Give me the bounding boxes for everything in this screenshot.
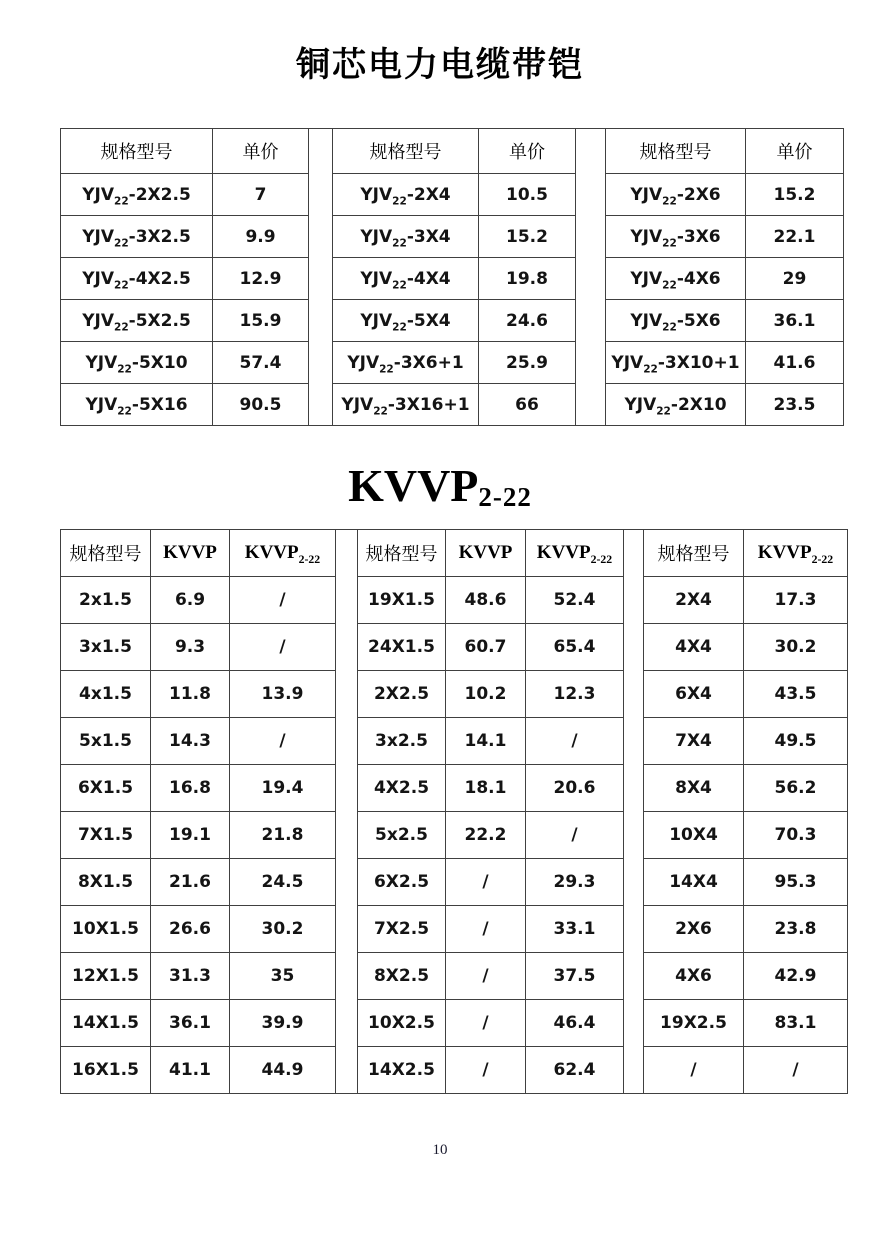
table-cell: 5x1.5 [61, 718, 151, 765]
table-cell: $YJV_{22}-3X2.5$ [61, 216, 213, 258]
table-cell: 60.7 [446, 624, 526, 671]
table-cell: 5x2.5 [358, 812, 446, 859]
table-cell: 7X4 [644, 718, 744, 765]
table-row [61, 1047, 848, 1094]
table-cell: 35 [230, 953, 336, 1000]
table-cell: 6X2.5 [358, 859, 446, 906]
table-cell: $YJV_{22}-5X2.5$ [61, 300, 213, 342]
table-cell: / [446, 906, 526, 953]
column-header: 单价 [746, 129, 844, 174]
table-cell: 11.8 [151, 671, 230, 718]
table-cell: / [526, 718, 624, 765]
armored-cable-price-table [60, 128, 844, 426]
table-cell: 19X1.5 [358, 577, 446, 624]
table-cell: 15.2 [479, 216, 576, 258]
table-row [61, 624, 848, 671]
table-cell: / [644, 1047, 744, 1094]
table-cell: 7 [213, 174, 309, 216]
table-cell: $YJV_{22}-4X6$ [606, 258, 746, 300]
table-cell: 83.1 [744, 1000, 848, 1047]
table-cell: 23.8 [744, 906, 848, 953]
table-row [61, 765, 848, 812]
table-cell: 24X1.5 [358, 624, 446, 671]
table-spacer [336, 530, 358, 1094]
table-cell: 2x1.5 [61, 577, 151, 624]
table-cell: 10X2.5 [358, 1000, 446, 1047]
table-cell: 9.3 [151, 624, 230, 671]
table-cell: $YJV_{22}-4X2.5$ [61, 258, 213, 300]
table-cell: $YJV_{22}-3X16+1$ [333, 384, 479, 426]
table-cell: 4X4 [644, 624, 744, 671]
table-cell: 31.3 [151, 953, 230, 1000]
table-cell: $YJV_{22}-2X6$ [606, 174, 746, 216]
table-cell: 4X6 [644, 953, 744, 1000]
table-cell: / [446, 1047, 526, 1094]
column-header: $KVVP_{2-22}$ [744, 530, 848, 577]
table-cell: 66 [479, 384, 576, 426]
table-cell: 18.1 [446, 765, 526, 812]
table-cell: 9.9 [213, 216, 309, 258]
table-cell: 10.2 [446, 671, 526, 718]
table-cell: / [230, 577, 336, 624]
table-spacer [309, 129, 333, 426]
table-row [61, 384, 844, 426]
table-cell: 12.3 [526, 671, 624, 718]
table-row [61, 859, 848, 906]
table-cell: 2X6 [644, 906, 744, 953]
table-cell: 44.9 [230, 1047, 336, 1094]
table-cell: 22.1 [746, 216, 844, 258]
table-cell: 14.1 [446, 718, 526, 765]
table-row [61, 906, 848, 953]
table-cell: / [230, 624, 336, 671]
table-cell: 7X1.5 [61, 812, 151, 859]
column-header: 单价 [479, 129, 576, 174]
page-title: 铜芯电力电缆带铠 [296, 45, 584, 85]
table-cell: 10.5 [479, 174, 576, 216]
table-row [61, 953, 848, 1000]
table-cell: 19.8 [479, 258, 576, 300]
table-cell: 29.3 [526, 859, 624, 906]
table-cell: 62.4 [526, 1047, 624, 1094]
table-row [61, 812, 848, 859]
table-cell: 17.3 [744, 577, 848, 624]
table-cell: 16.8 [151, 765, 230, 812]
table-cell: $YJV_{22}-5X16$ [61, 384, 213, 426]
table-row [61, 174, 844, 216]
table-cell: 49.5 [744, 718, 848, 765]
kvvp-title-subscript: 2-22 [478, 482, 532, 512]
table-cell: / [230, 718, 336, 765]
table-cell: 25.9 [479, 342, 576, 384]
table-cell: 33.1 [526, 906, 624, 953]
table-cell: 12X1.5 [61, 953, 151, 1000]
table-cell: 26.6 [151, 906, 230, 953]
table-cell: $YJV_{22}-4X4$ [333, 258, 479, 300]
column-header: 规格型号 [333, 129, 479, 174]
table-cell: 48.6 [446, 577, 526, 624]
table-cell: 24.6 [479, 300, 576, 342]
table-row [61, 258, 844, 300]
table-cell: 56.2 [744, 765, 848, 812]
table-cell: $YJV_{22}-3X6+1$ [333, 342, 479, 384]
table-cell: 2X4 [644, 577, 744, 624]
table-cell: 39.9 [230, 1000, 336, 1047]
table-cell: $YJV_{22}-2X4$ [333, 174, 479, 216]
table-cell: 24.5 [230, 859, 336, 906]
table-cell: 6.9 [151, 577, 230, 624]
table-cell: 23.5 [746, 384, 844, 426]
table-cell: 70.3 [744, 812, 848, 859]
table-cell: $YJV_{22}-5X4$ [333, 300, 479, 342]
table-cell: 10X4 [644, 812, 744, 859]
table-cell: 30.2 [744, 624, 848, 671]
column-header: KVVP [446, 530, 526, 577]
table-cell: 3x2.5 [358, 718, 446, 765]
table-cell: $YJV_{22}-5X10$ [61, 342, 213, 384]
table-cell: $YJV_{22}-2X10$ [606, 384, 746, 426]
table-cell: 41.1 [151, 1047, 230, 1094]
column-header: 单价 [213, 129, 309, 174]
table-cell: 21.8 [230, 812, 336, 859]
table-cell: 7X2.5 [358, 906, 446, 953]
table-cell: / [526, 812, 624, 859]
table-cell: / [446, 859, 526, 906]
table-cell: 8X1.5 [61, 859, 151, 906]
table-cell: 22.2 [446, 812, 526, 859]
column-header: $KVVP_{2-22}$ [526, 530, 624, 577]
table-cell: $YJV_{22}-3X6$ [606, 216, 746, 258]
table-cell: 14.3 [151, 718, 230, 765]
table-cell: 30.2 [230, 906, 336, 953]
page-number: 10 [432, 1142, 448, 1158]
column-header: $KVVP_{2-22}$ [230, 530, 336, 577]
table-cell: 13.9 [230, 671, 336, 718]
table-cell: 29 [746, 258, 844, 300]
table-cell: 16X1.5 [61, 1047, 151, 1094]
table-cell: / [446, 1000, 526, 1047]
table-cell: $YJV_{22}-3X4$ [333, 216, 479, 258]
table-cell: 19.4 [230, 765, 336, 812]
table-cell: 37.5 [526, 953, 624, 1000]
table-spacer [624, 530, 644, 1094]
table-cell: 2X2.5 [358, 671, 446, 718]
column-header: 规格型号 [61, 129, 213, 174]
table-cell: 43.5 [744, 671, 848, 718]
table-cell: 8X4 [644, 765, 744, 812]
table-cell: 10X1.5 [61, 906, 151, 953]
kvvp-price-table [60, 529, 848, 1094]
table-cell: 52.4 [526, 577, 624, 624]
table-cell: 36.1 [151, 1000, 230, 1047]
table-cell: 4X2.5 [358, 765, 446, 812]
table-cell: 14X2.5 [358, 1047, 446, 1094]
table-cell: $YJV_{22}-5X6$ [606, 300, 746, 342]
table-cell: 65.4 [526, 624, 624, 671]
table-cell: 36.1 [746, 300, 844, 342]
table-cell: 95.3 [744, 859, 848, 906]
table-cell: 21.6 [151, 859, 230, 906]
table-cell: 14X1.5 [61, 1000, 151, 1047]
table-cell: 42.9 [744, 953, 848, 1000]
table-row [61, 342, 844, 384]
table-cell: $YJV_{22}-2X2.5$ [61, 174, 213, 216]
column-header: 规格型号 [644, 530, 744, 577]
column-header: KVVP [151, 530, 230, 577]
table-spacer [576, 129, 606, 426]
table-row [61, 216, 844, 258]
table-cell: 15.2 [746, 174, 844, 216]
table-cell: 4x1.5 [61, 671, 151, 718]
table-cell: 41.6 [746, 342, 844, 384]
table-cell: 57.4 [213, 342, 309, 384]
table-row [61, 577, 848, 624]
table-cell: 20.6 [526, 765, 624, 812]
table-row [61, 718, 848, 765]
table-cell: 6X4 [644, 671, 744, 718]
kvvp-section-title [0, 460, 880, 523]
table-cell: 14X4 [644, 859, 744, 906]
table-cell: $YJV_{22}-3X10+1$ [606, 342, 746, 384]
table-cell: 19.1 [151, 812, 230, 859]
kvvp-title-main: KVVP [348, 460, 479, 511]
column-header: 规格型号 [61, 530, 151, 577]
table-cell: 3x1.5 [61, 624, 151, 671]
table-cell: 12.9 [213, 258, 309, 300]
table-cell: 90.5 [213, 384, 309, 426]
table-cell: 6X1.5 [61, 765, 151, 812]
table-cell: / [744, 1047, 848, 1094]
table-cell: 15.9 [213, 300, 309, 342]
table-cell: 46.4 [526, 1000, 624, 1047]
table-cell: 8X2.5 [358, 953, 446, 1000]
column-header: 规格型号 [358, 530, 446, 577]
table-row [61, 1000, 848, 1047]
column-header: 规格型号 [606, 129, 746, 174]
table-row [61, 671, 848, 718]
table-row [61, 300, 844, 342]
table-cell: 19X2.5 [644, 1000, 744, 1047]
table-cell: / [446, 953, 526, 1000]
